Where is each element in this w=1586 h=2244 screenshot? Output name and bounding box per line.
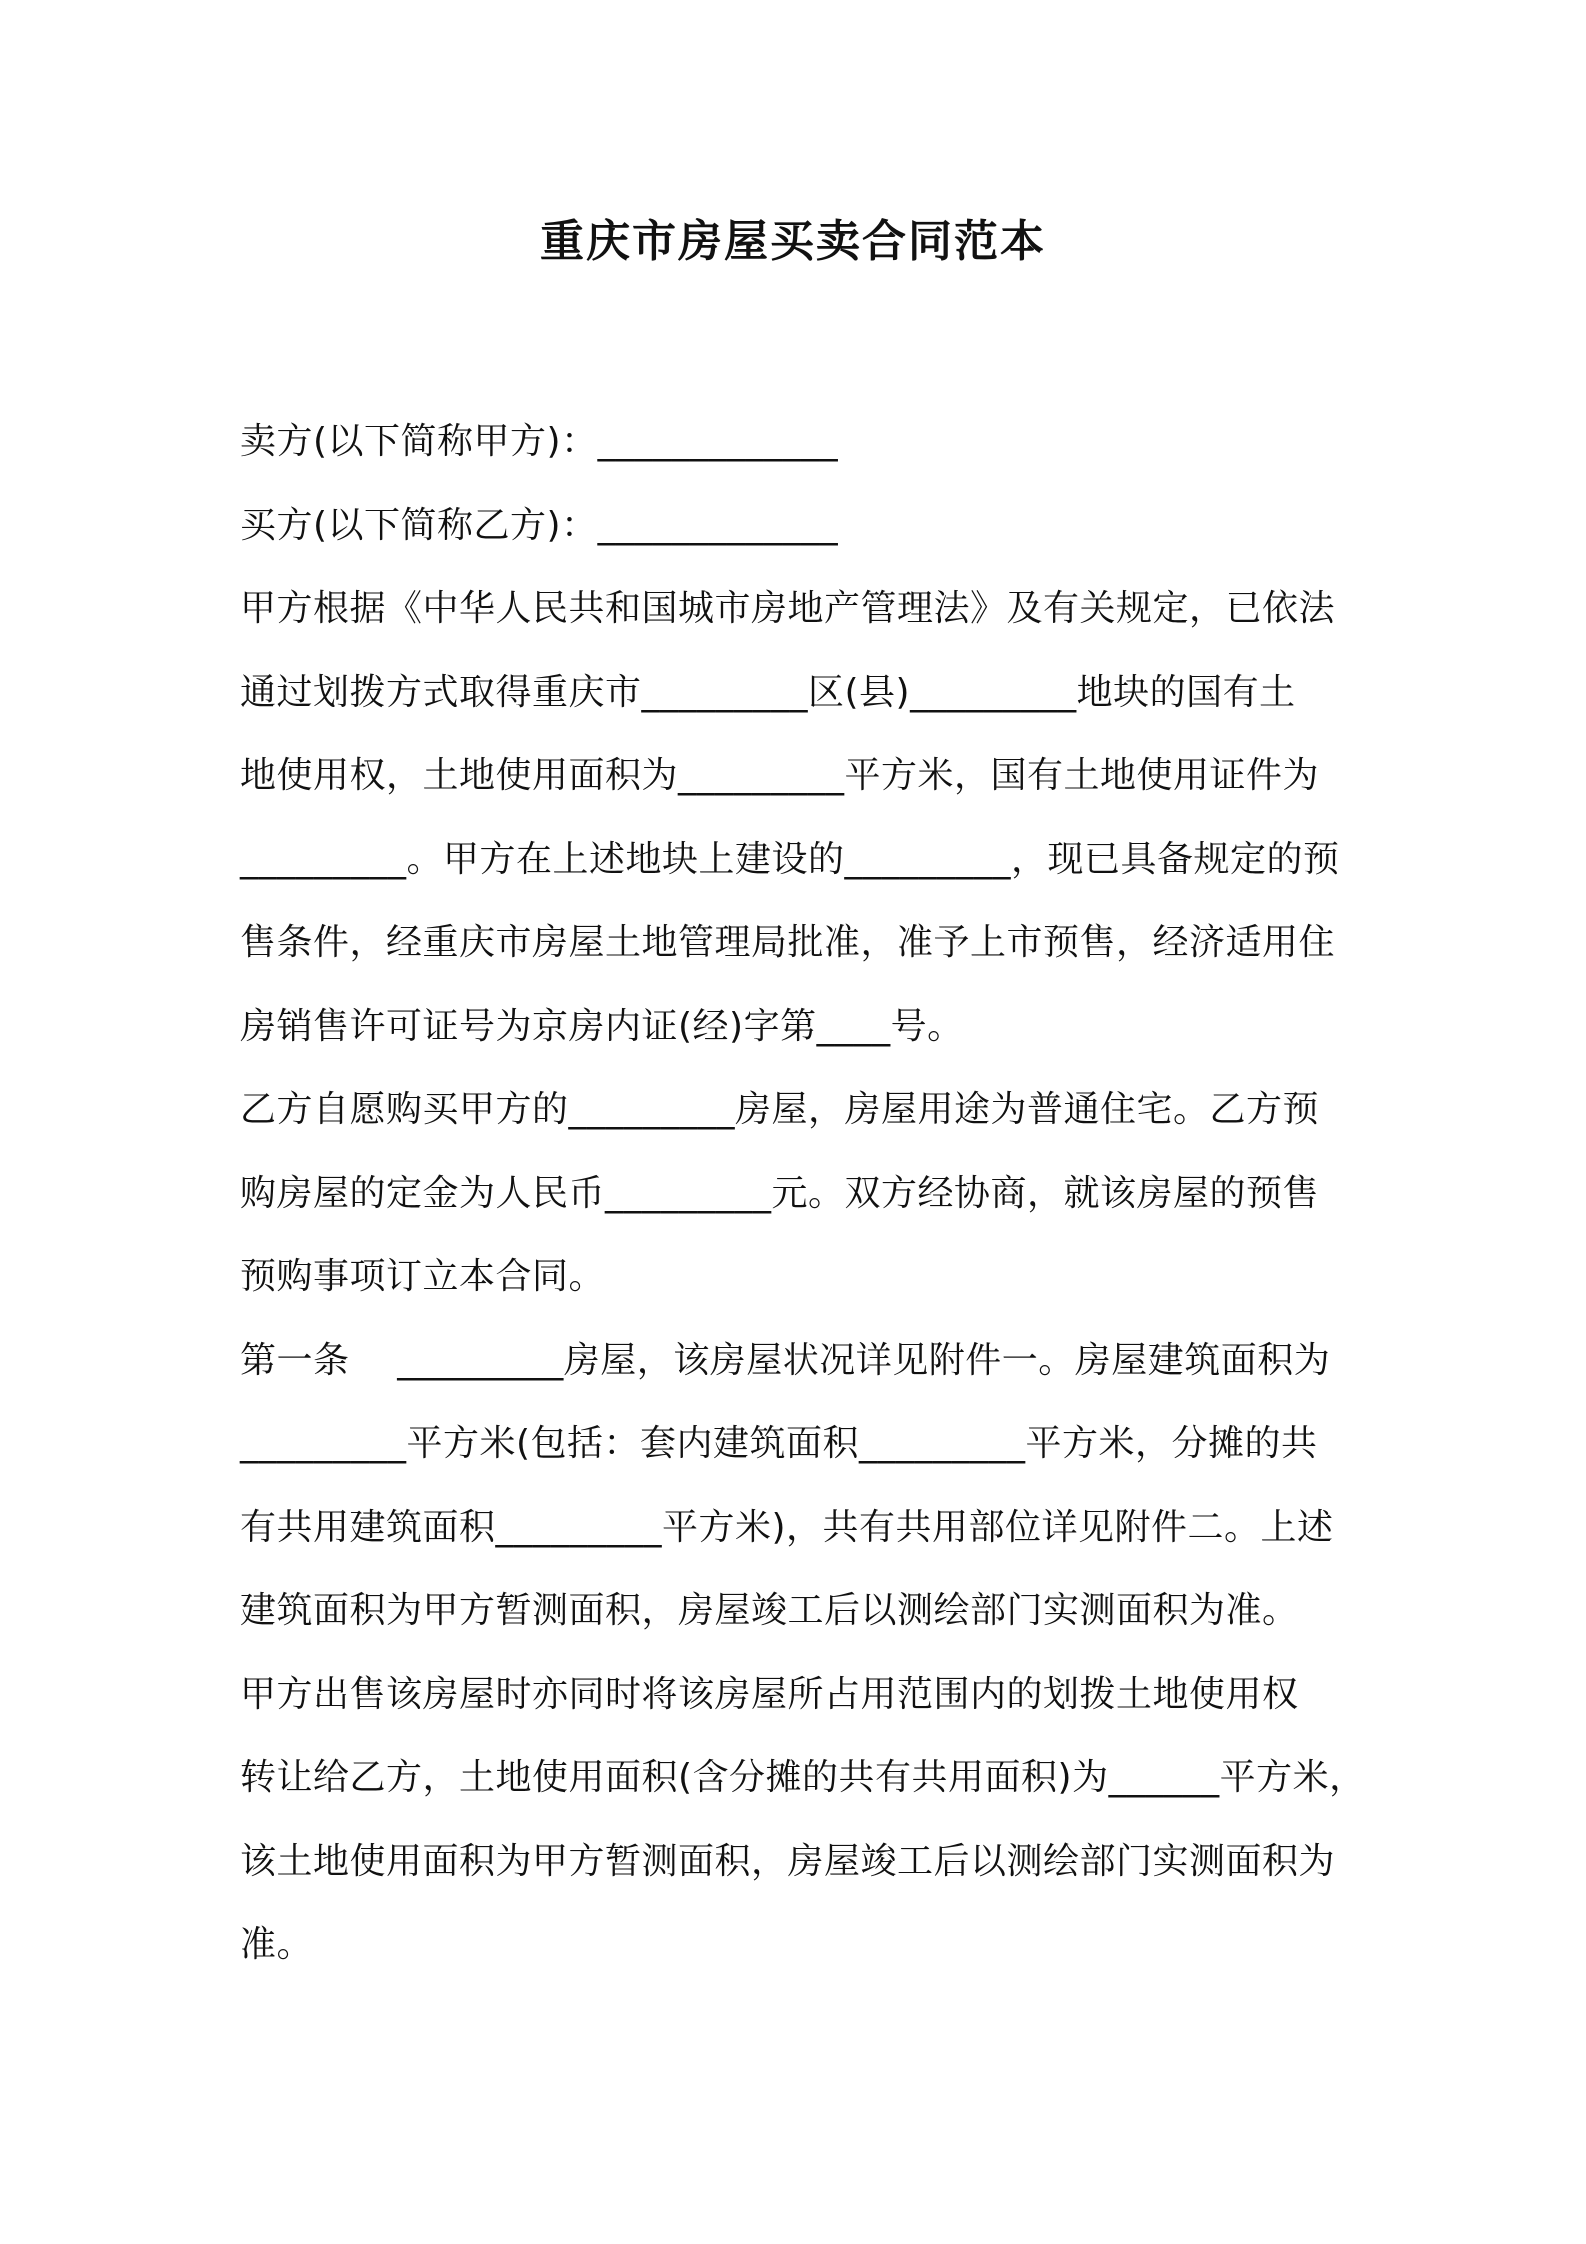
text-line: 有共用建筑面积_________平方米)，共有共用部位详见附件二。上述 — [240, 1506, 1334, 1548]
seller-line: 卖方(以下简称甲方)：_____________ — [240, 421, 839, 462]
text-line: 建筑面积为甲方暂测面积，房屋竣工后以测绘部门实测面积为准。 — [240, 1590, 1299, 1631]
text-line: 该土地使用面积为甲方暂测面积，房屋竣工后以测绘部门实测面积为 — [240, 1840, 1336, 1882]
text-line: 购房屋的定金为人民币_________元。双方经协商，就该房屋的预售 — [240, 1172, 1320, 1214]
text-line: 准。 — [240, 1924, 314, 1965]
text-line: 预购事项订立本合同。 — [240, 1256, 606, 1297]
text-line: 地使用权，土地使用面积为_________平方米，国有土地使用证件为 — [240, 755, 1320, 796]
text-line: 通过划拨方式取得重庆市_________区(县)_________地块的国有土 — [240, 671, 1296, 713]
buyer-line: 买方(以下简称乙方)：_____________ — [240, 504, 839, 546]
text-line: _________平方米(包括：套内建筑面积_________平方米，分摊的共 — [240, 1423, 1318, 1464]
text-line: 甲方根据《中华人民共和国城市房地产管理法》及有关规定，已依法 — [240, 588, 1336, 629]
text-line: _________。甲方在上述地块上建设的_________，现已具备规定的预 — [240, 838, 1340, 880]
article-one-line: 第一条 _________房屋，该房屋状况详见附件一。房屋建筑面积为 — [240, 1339, 1331, 1381]
text-line: 乙方自愿购买甲方的_________房屋，房屋用途为普通住宅。乙方预 — [240, 1089, 1320, 1130]
text-line: 转让给乙方，土地使用面积(含分摊的共有共用面积)为______平方米， — [240, 1757, 1366, 1798]
contract-body — [240, 400, 1366, 1987]
text-line: 甲方出售该房屋时亦同时将该房屋所占用范围内的划拨土地使用权 — [240, 1673, 1299, 1715]
text-line: 房销售许可证号为京房内证(经)字第____号。 — [240, 1005, 964, 1047]
document-title: 重庆市房屋买卖合同范本 — [540, 216, 1046, 267]
text-line: 售条件，经重庆市房屋土地管理局批准，准予上市预售，经济适用住 — [240, 922, 1336, 963]
